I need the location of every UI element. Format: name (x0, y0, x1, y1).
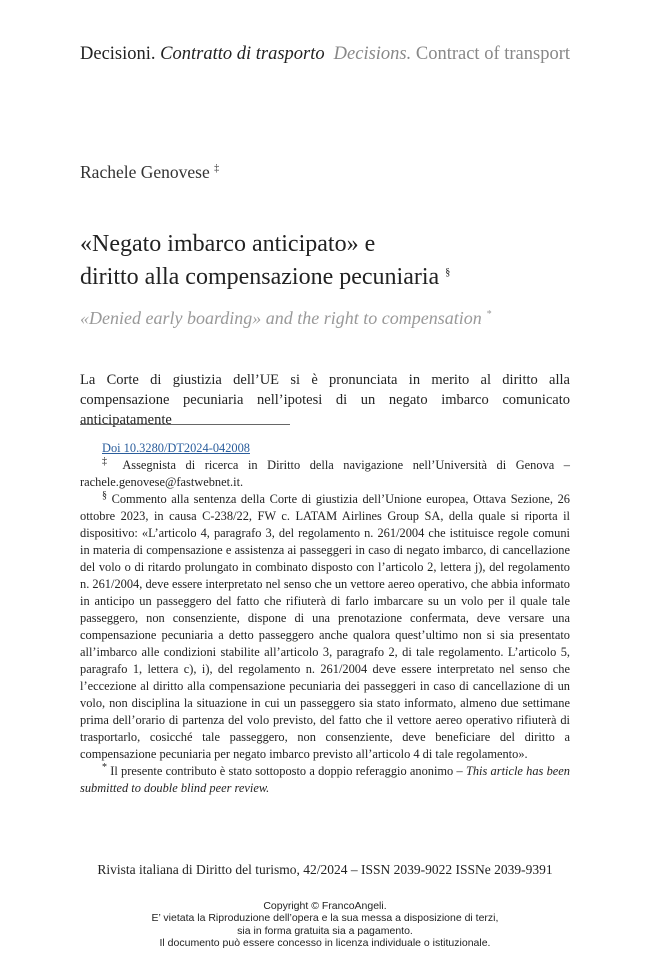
body-paragraph: La Corte di giustizia dell’UE si è pronunciata in merito al diritto alla compensazione pecuniaria nell’ipotesi di un negato imbarco comunicato anticipatamente (80, 372, 570, 428)
footnote-author-mark: ‡ (102, 455, 114, 467)
footnote-review (80, 763, 570, 797)
running-header (80, 44, 570, 68)
footnote-author-text: Assegnista di ricerca in Diritto della navigazione nell’Università di Genova – rachele.genovese@fastwebnet.it. (80, 458, 570, 489)
title-english-footnote-mark: * (486, 309, 492, 320)
title-line-1: «Negato imbarco anticipato» e (80, 231, 376, 257)
doi-line (80, 440, 570, 457)
header-section-left (80, 44, 325, 65)
header-right-italic: Decisions. (333, 44, 412, 64)
header-right-plain: Contract of transport (415, 44, 570, 64)
copyright-line-3: sia in forma gratuita sia a pagamento. (237, 924, 413, 937)
copyright-line-1: Copyright © FrancoAngeli. (263, 900, 387, 912)
footnote-commentary-mark: § (102, 489, 107, 501)
header-left-plain: Decisioni. (80, 44, 156, 64)
journal-footer: Rivista italiana di Diritto del turismo, 42/2024 – ISSN 2039-9022 ISSNe 2039-9391 (97, 862, 553, 877)
author-footnote-mark: ‡ (214, 163, 220, 175)
header-left-italic: Contratto di trasporto (160, 44, 325, 64)
footnote-separator (80, 424, 290, 425)
footnote-commentary (80, 491, 570, 763)
doi-link[interactable]: Doi 10.3280/DT2024-042008 (102, 441, 250, 455)
copyright-line-2: E’ vietata la Riproduzione dell’opera e la sua messa a disposizione di terzi, (151, 912, 499, 925)
footnotes (80, 440, 570, 797)
header-section-right (334, 44, 570, 65)
footnote-review-text-english: This article has been submitted to double blind peer review. (80, 764, 570, 795)
title-line-2 (80, 261, 450, 294)
author-name: Rachele Genovese (80, 162, 210, 182)
article-title (80, 228, 450, 294)
article-title-english (80, 308, 491, 329)
copyright-line-4: Il documento può essere concesso in licenza individuale o istituzionale. (159, 936, 491, 949)
title-english-text: «Denied early boarding» and the right to compensation (80, 308, 482, 328)
author-line (80, 162, 219, 183)
footnote-commentary-text: Commento alla sentenza della Corte di giustizia dell’Unione europea, Ottava Sezione, 26 ottobre 2023, in causa C-238/22, FW c. LATAM Airlines Group SA, della quale si riporta il dispositivo: «L’articolo 4, paragrafo 3, del regolamento n. 261/2004 che istituisce regole comuni in materia di compensazione e assistenza ai passeggeri in caso di negato imbarco, di cancellazione del volo o di ritardo prolungato in combinato disposto con l’articolo 2, lettera j), del regolamento n. 261/2004, deve essere interpretato nel senso che un vettore aereo operativo, che abbia informato in anticipo un passeggero del fatto che rifiuterà di farlo imbarcare su un volo per il quale tale passeggero, non consenziente, dispone di una prenotazione confermata, deve versare una compensazione pecuniaria a detto passeggero anche qualora quest’ultimo non si sia presentato all’imbarco alle condizioni stabilite all’articolo 3, paragrafo 2, di tale regolamento. L’articolo 5, paragrafo 1, lettera c), i), del regolamento n. 261/2004 deve essere interpretato nel senso che l’eccezione al diritto alla compensazione pecuniaria dei passeggeri in caso di cancellazione di un volo, non disciplina la situazione in cui un passeggero sia stato informato, almeno due settimane prima dell’orario di partenza del volo previsto, del fatto che il vettore aereo operativo rifiuterà di trasportarlo, cosicché tale passeggero, non consenziente, deve beneficiare del diritto a compensazione pecuniaria per negato imbarco previsto all’articolo 4 di tale regolamento». (80, 492, 570, 761)
title-line-2-text: diritto alla compensazione pecuniaria (80, 264, 440, 290)
footnote-author (80, 457, 570, 491)
copyright-notice (80, 900, 570, 949)
footnote-review-mark: * (102, 761, 107, 773)
title-footnote-mark: § (445, 267, 451, 278)
footnote-review-text: Il presente contributo è stato sottoposto a doppio referaggio anonimo – (110, 764, 463, 778)
